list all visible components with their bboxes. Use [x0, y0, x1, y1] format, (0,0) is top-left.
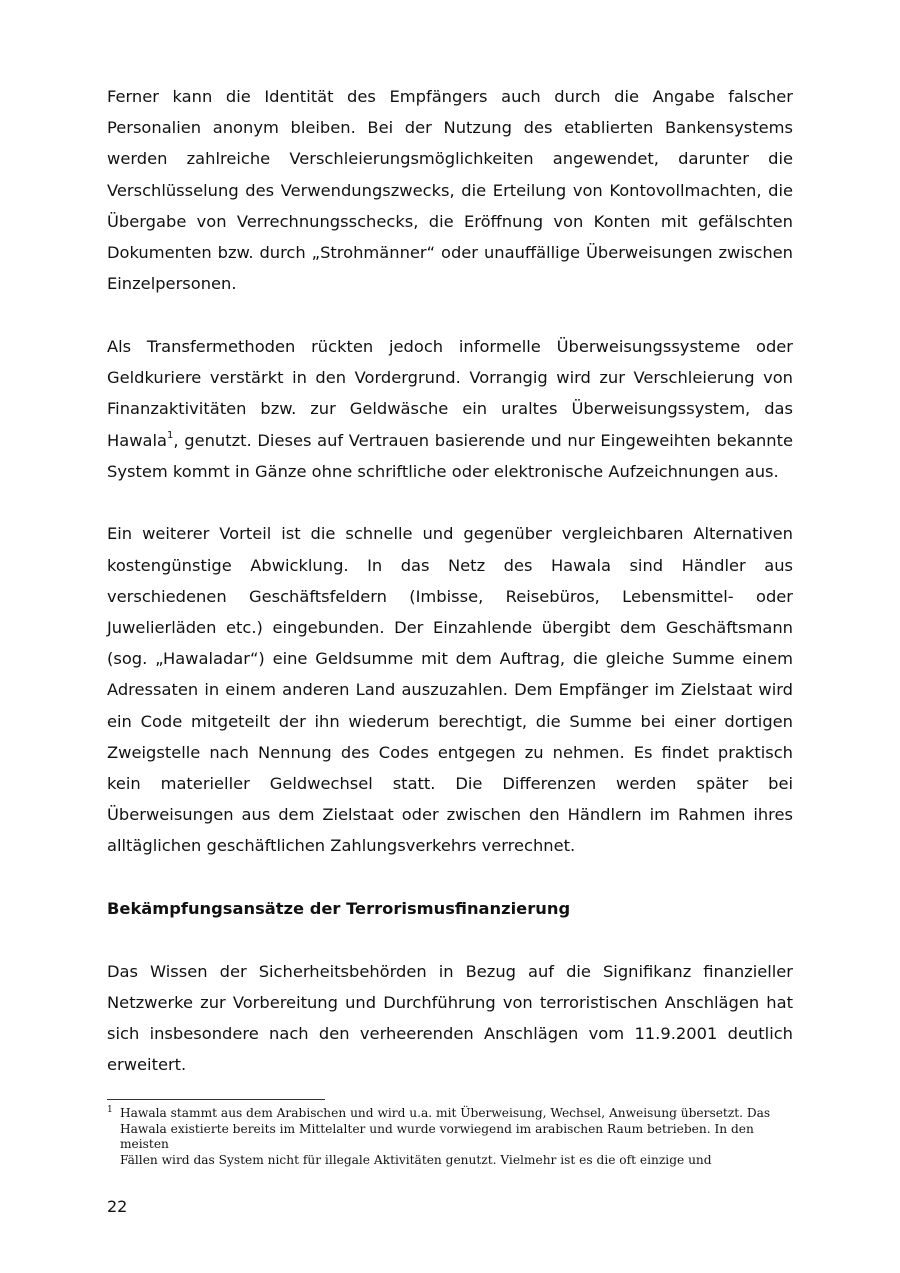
section-heading: Bekämpfungsansätze der Terrorismusfinanzierung — [107, 899, 571, 919]
footnote-line: Hawala existierte bereits im Mittelalter und wurde vorwiegend im arabischen Raum betrieben. In den meisten — [120, 1121, 754, 1152]
paragraph-security-knowledge: Das Wissen der Sicherheitsbehörden in Bezug auf die Signifikanz finanzieller Netzwerke zur Vorbereitung und Durchführung von terroristischen Anschlägen hat sich insbesondere nach den verheerenden Anschlägen vom 11.9.2001 deutlich erweitert. — [107, 961, 793, 1075]
paragraph-spacer — [107, 487, 793, 519]
paragraph-text: Als Transfermethoden rückten jedoch informelle Überweisungssysteme oder Geldkuriere verstärkt in den Vordergrund. Vorrangig wird zur Verschleierung von Finanzaktivitäten bzw. zur Geldwäsche ein uraltes Überweisungssystem, das Hawala — [107, 336, 793, 450]
footnote-line: Hawala stammt aus dem Arabischen und wird u.a. mit Überweisung, Wechsel, Anweisung übersetzt. Das — [120, 1106, 771, 1120]
footnote-reference[interactable]: 1 — [167, 430, 174, 442]
paragraph-text: , genutzt. Dieses auf Vertrauen basierende und nur Eingeweihten bekannte System kommt in Gänze ohne schriftliche oder elektronische Aufzeichnungen aus. — [107, 430, 793, 481]
paragraph-hawala-advantages: Ein weiterer Vorteil ist die schnelle und gegenüber vergleichbaren Alternativen kostengünstige Abwicklung. In das Netz des Hawala sind Händler aus verschiedenen Geschäftsfeldern (Imbisse, Reisebüros, Lebensmittel- oder Juwelierläden etc.) eingebunden. Der Einzahlende übergibt dem Geschäftsmann (sog. „Hawaladar“) eine Geldsumme mit dem Auftrag, die gleiche Summe einem Adressaten in einem anderen Land auszuzahlen. Dem Empfänger im Zielstaat wird ein Code mitgeteilt der ihn wiederum berechtigt, die Summe bei einer dortigen Zweigstelle nach Nennung des Codes entgegen zu nehmen. Es findet praktisch kein materieller Geldwechsel statt. Die Differenzen werden später bei Überweisungen aus dem Zielstaat oder zwischen den Händlern im Rahmen ihres alltäglichen geschäftlichen Zahlungsverkehrs verrechnet. — [107, 524, 793, 856]
footnote-line: Fällen wird das System nicht für illegale Aktivitäten genutzt. Vielmehr ist es die oft einzige und — [120, 1153, 712, 1168]
paragraph-spacer — [107, 924, 793, 956]
paragraph-identity-concealment: Ferner kann die Identität des Empfängers auch durch die Angabe falscher Personalien anonym bleiben. Bei der Nutzung des etablierten Bankensystems werden zahlreiche Verschleierungsmöglichkeiten angewendet, darunter die Verschlüsselung des Verwendungszwecks, die Erteilung von Kontovollmachten, die Übergabe von Verrechnungsschecks, die Eröffnung von Konten mit gefälschten Dokumenten bzw. durch „Strohmänner“ oder unauffällige Überweisungen zwischen Einzelpersonen. — [107, 87, 793, 294]
footnote-separator — [107, 1099, 325, 1100]
page-number: 22 — [107, 1197, 128, 1216]
footnote-mark: 1 — [107, 1105, 113, 1115]
paragraph-spacer — [107, 299, 793, 331]
paragraph-transfer-methods — [107, 331, 793, 487]
document-body — [107, 81, 793, 1081]
paragraph-spacer — [107, 862, 793, 894]
footnote — [107, 1106, 793, 1169]
